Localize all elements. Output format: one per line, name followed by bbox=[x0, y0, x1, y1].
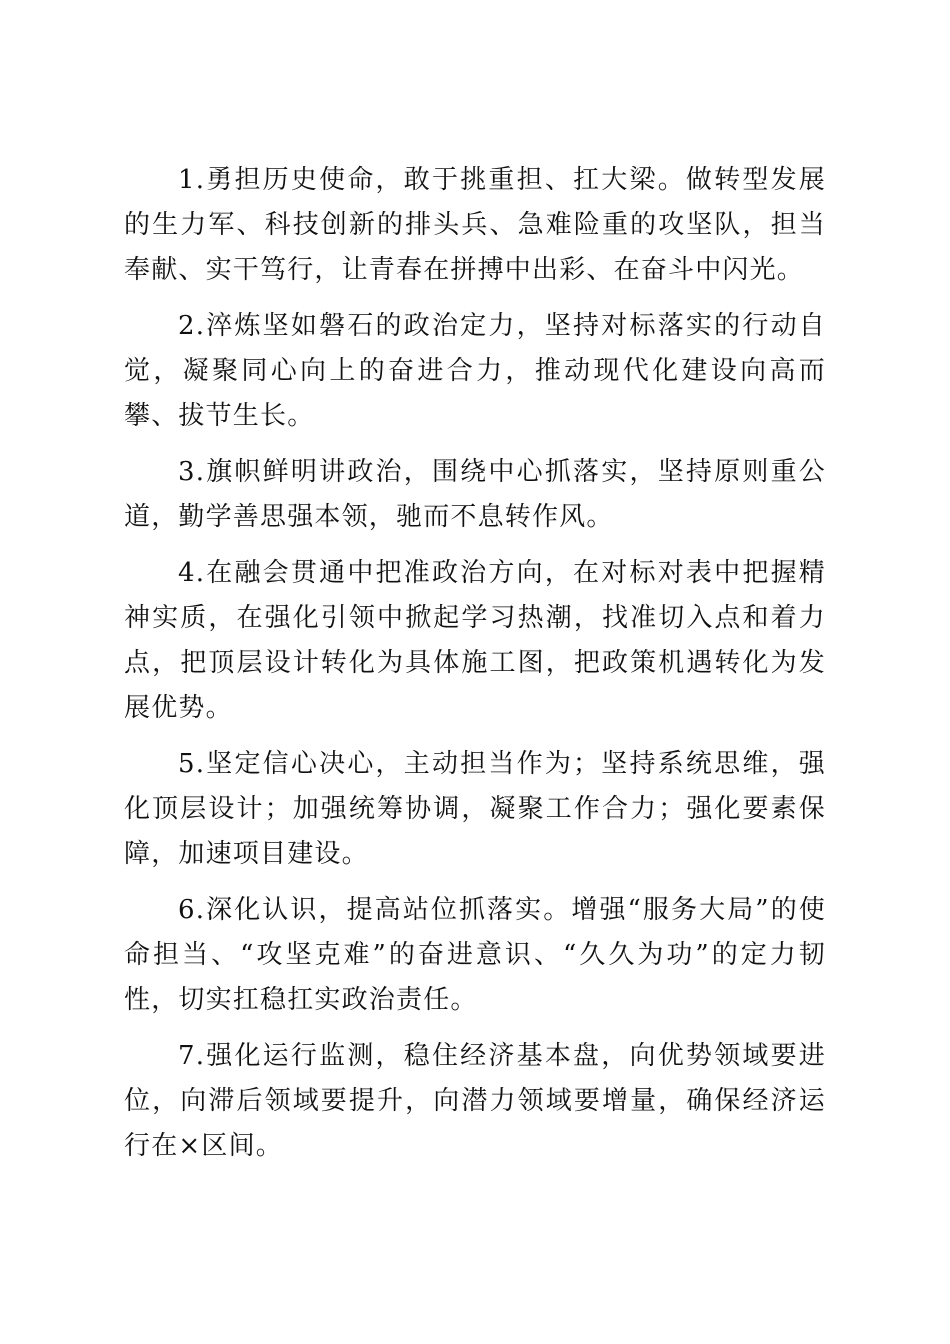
paragraph-2: 2.淬炼坚如磐石的政治定力，坚持对标落实的行动自觉，凝聚同心向上的奋进合力，推动现代化建设向高而攀、拔节生长。 bbox=[124, 311, 826, 431]
paragraph-3: 3.旗帜鲜明讲政治，围绕中心抓落实，坚持原则重公道，勤学善思强本领，驰而不息转作风。 bbox=[124, 457, 826, 532]
paragraph-5: 5.坚定信心决心，主动担当作为；坚持系统思维，强化顶层设计；加强统筹协调，凝聚工作合力；强化要素保障，加速项目建设。 bbox=[124, 749, 826, 869]
paragraph-7: 7.强化运行监测，稳住经济基本盘，向优势领域要进位，向滞后领域要提升，向潜力领域要增量，确保经济运行在×区间。 bbox=[124, 1041, 826, 1161]
paragraph-1: 1.勇担历史使命，敢于挑重担、扛大梁。做转型发展的生力军、科技创新的排头兵、急难险重的攻坚队，担当奉献、实干笃行，让青春在拼搏中出彩、在奋斗中闪光。 bbox=[124, 165, 826, 285]
document-body bbox=[124, 158, 826, 1180]
paragraph-4: 4.在融会贯通中把准政治方向，在对标对表中把握精神实质，在强化引领中掀起学习热潮，找准切入点和着力点，把顶层设计转化为具体施工图，把政策机遇转化为发展优势。 bbox=[124, 558, 826, 723]
paragraph-6: 6.深化认识，提高站位抓落实。增强“服务大局”的使命担当、“攻坚克难”的奋进意识、“久久为功”的定力韧性，切实扛稳扛实政治责任。 bbox=[124, 895, 826, 1015]
